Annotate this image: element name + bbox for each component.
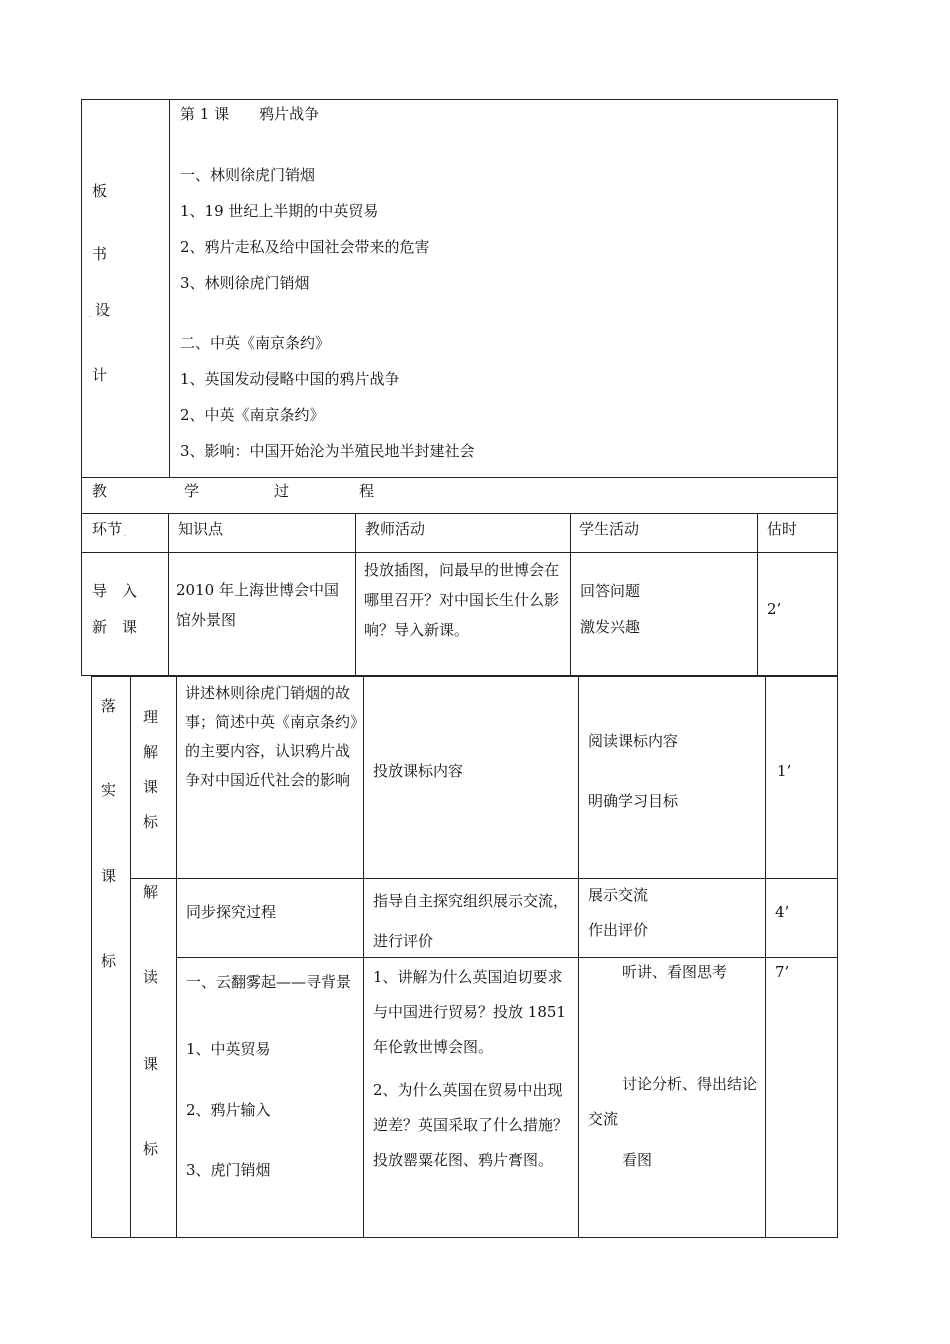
header-student: 学生活动 [579,520,640,538]
board-label-divider [169,99,170,477]
interpret-row2-student-activity: 讨论分析、得出结论交流 [588,1075,758,1128]
col-divider-2 [355,513,356,676]
header-stage: 环节 [92,520,123,538]
board-line: 1、英国发动侵略中国的鸦片战争 [180,370,400,388]
standards-stage-char: 课 [101,867,117,885]
board-line: 2、鸦片走私及给中国社会带来的危害 [180,238,430,256]
process-title-bottom-line [81,513,838,514]
board-label-char: 设 [95,301,111,319]
board-line: 2、中英《南京条约》 [180,406,325,424]
interpret-student-activity: 作出评价 [588,921,649,939]
intro-stage-line: 导 入 [92,582,138,600]
understand-student-activity: 阅读课标内容 [588,732,679,750]
interpret-label-char: 课 [143,1055,159,1073]
header-time: 估时 [767,520,798,538]
col-divider-4 [757,513,758,676]
intro-knowledge: 2010 年上海世博会中国馆外景图 [176,581,339,629]
intro-student-activity: 激发兴趣 [580,618,641,636]
understand-student-activity: 明确学习目标 [588,792,679,810]
interpret-teacher-activity: 指导自主探究组织展示交流，进行评价 [373,892,569,950]
interpret-knowledge: 同步探究过程 [186,903,277,921]
understand-teacher-activity: 投放课标内容 [373,762,464,780]
col-divider-1 [168,513,169,676]
board-label-char: 板 [92,182,108,200]
layout-mark: . [89,312,91,319]
interpret-label-char: 读 [143,968,159,986]
lesson-title: 第 1 课 鸦片战争 [180,105,320,123]
understand-label-char: 课 [143,778,159,796]
understand-label-char: 理 [143,708,159,726]
understand-time: 1’ [777,762,792,780]
board-line: 1、19 世纪上半期的中英贸易 [180,202,379,220]
understand-label-char: 解 [143,743,159,761]
interpret-row2-student-activity: 听讲、看图思考 [622,963,728,981]
standards-stage-char: 实 [101,781,117,799]
interpret-label-char: 解 [143,883,159,901]
col-divider-3 [570,513,571,676]
process-title-char: 学 [184,482,200,500]
interpret-student-activity: 展示交流 [588,886,649,904]
board-line: 3、林则徐虎门销烟 [180,274,310,292]
header-knowledge: 知识点 [178,520,224,538]
header-bottom-line [81,552,838,553]
interpret-row2-teacher-activity: 1、讲解为什么英国迫切要求与中国进行贸易？投放 1851 年伦敦世博会图。 [373,968,566,1056]
process-title-char: 教 [92,482,108,500]
standards-stage-char: 落 [101,697,117,715]
understand-knowledge: 讲述林则徐虎门销烟的故事；简述中英《南京条约》的主要内容，认识鸦片战争对中国近代社会的影响 [185,684,358,789]
header-teacher: 教师活动 [365,520,426,538]
process-title-char: 程 [359,482,375,500]
board-bottom-line [81,477,838,478]
interpret-time: 4’ [775,903,790,921]
interpret-row2-knowledge: 3、虎门销烟 [186,1161,271,1179]
board-line: 一、林则徐虎门销烟 [180,166,316,184]
interpret-row2-student-activity: 看图 [622,1151,653,1169]
intro-teacher-activity: 投放插图，问最早的世博会在哪里召开？对中国长生什么影响？导入新课。 [364,561,560,639]
process-title-char: 过 [274,482,290,500]
interpret-row2-knowledge: 1、中英贸易 [186,1040,271,1058]
intro-student-activity: 回答问题 [580,582,641,600]
intro-stage-line: 新 课 [92,618,138,636]
interpret-row2-knowledge: 一、云翻雾起——寻背景 [186,973,352,991]
interpret-row2-time: 7’ [775,963,790,981]
interpret-row2-knowledge: 2、鸦片输入 [186,1101,271,1119]
layout-mark: . [124,531,126,538]
standards-stage-char: 标 [101,952,117,970]
board-label-char: 计 [92,366,108,384]
board-line: 3、影响：中国开始沦为半殖民地半封建社会 [180,442,475,460]
understand-bottom-line [130,878,838,879]
intro-time: 2’ [767,600,782,618]
understand-label-char: 标 [143,813,159,831]
interpret-row2-teacher-activity: 2、为什么英国在贸易中出现逆差？英国采取了什么措施？投放罂粟花图、鸦片膏图。 [373,1081,569,1169]
board-line: 二、中英《南京条约》 [180,334,331,352]
stage-divider [130,676,131,1238]
board-label-char: 书 [92,245,108,263]
interpret-label-char: 标 [143,1140,159,1158]
